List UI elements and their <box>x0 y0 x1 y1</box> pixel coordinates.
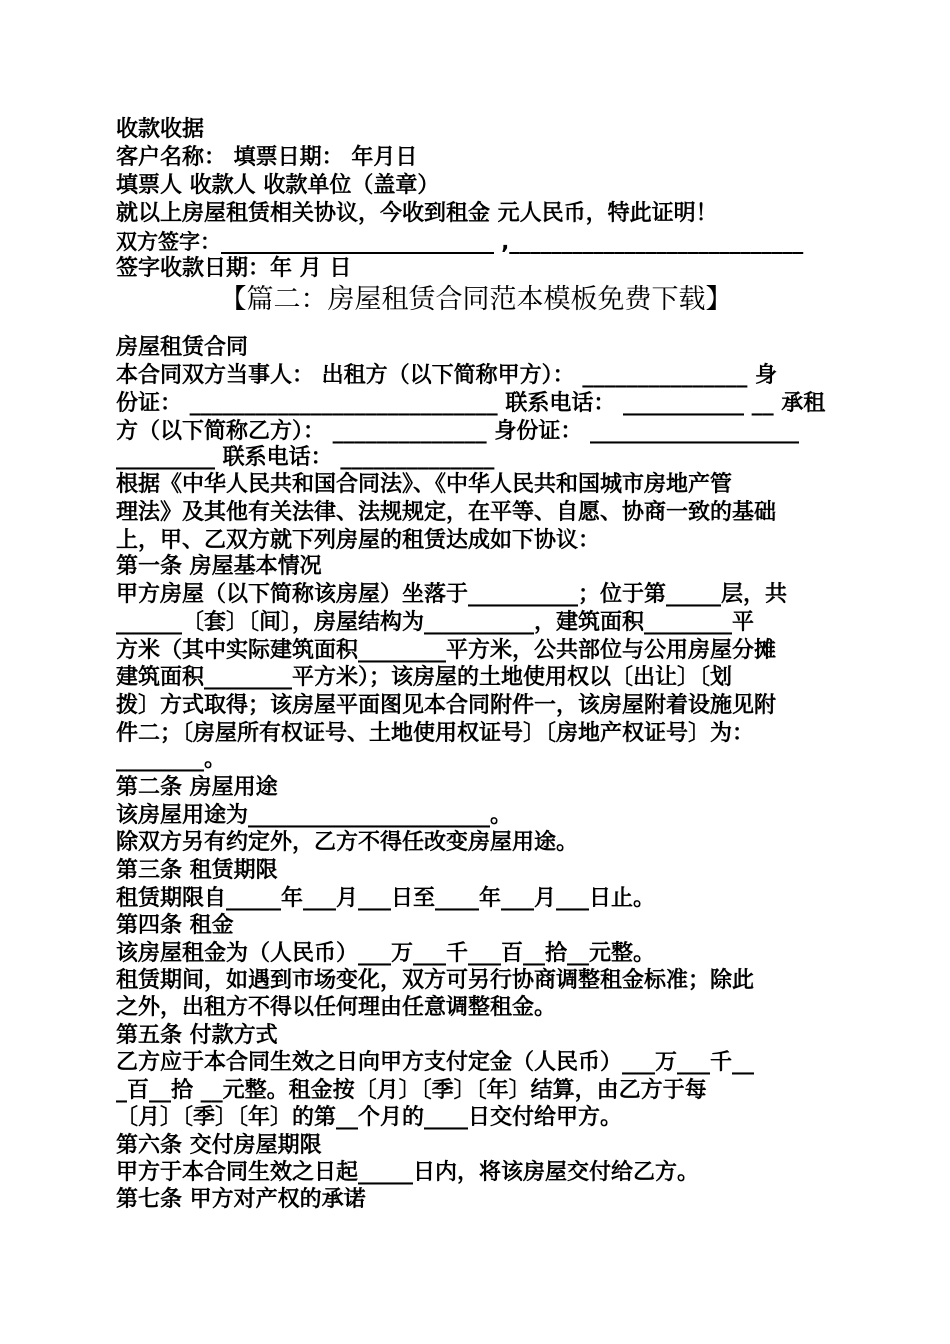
article-heading: 第七条 甲方对产权的承诺 <box>116 1187 366 1212</box>
receipt-title: 收款收据 <box>116 117 205 142</box>
contract-line: 甲方于本合同生效之日起_____日内，将该房屋交付给乙方。 <box>116 1160 700 1185</box>
contract-line: 〔月〕〔季〕〔年〕的第__个月的____日交付给甲方。 <box>116 1105 623 1130</box>
contract-line: 份证： ____________________________ 联系电话： ___________ __ 承租 <box>116 391 826 416</box>
receipt-sign-date: 签字收款日期：年 月 日 <box>116 256 352 281</box>
contract-line: 理法》及其他有关法律、法规规定，在平等、自愿、协商一致的基础 <box>116 500 777 525</box>
contract-line: 方（以下简称乙方）： ______________ 身份证： ___________________ <box>116 419 799 444</box>
contract-line: 之外，出租方不得以任何理由任意调整租金。 <box>116 995 557 1020</box>
contract-line: 该房屋租金为（人民币）___万___千___百__拾__元整。 <box>116 941 656 966</box>
contract-line: 除双方另有约定外，乙方不得任改变房屋用途。 <box>116 830 579 855</box>
contract-title: 房屋租赁合同 <box>116 335 249 360</box>
article-heading: 第四条 租金 <box>116 913 234 938</box>
contract-line: 租赁期限自_____年___月___日至____年___月___日止。 <box>116 886 656 911</box>
contract-line: 上，甲、乙双方就下列房屋的租赁达成如下协议： <box>116 528 601 553</box>
contract-line: 租赁期间，如遇到市场变化，双方可另行协商调整租金标准；除此 <box>116 968 755 993</box>
receipt-statement: 就以上房屋租赁相关协议，今收到租金 元人民币，特此证明！ <box>116 201 718 226</box>
article-heading: 第六条 交付房屋期限 <box>116 1133 322 1158</box>
receipt-customer-line: 客户名称： 填票日期： 年月日 <box>116 145 418 170</box>
contract-line: 方米（其中实际建筑面积________平方米，公共部位与公用房屋分摊 <box>116 638 777 663</box>
receipt-signature-line: 双方签字：__________________________ ,____________________________ <box>116 230 804 254</box>
article-heading: 第一条 房屋基本情况 <box>116 554 322 579</box>
section-subheading: 【篇二：房屋租赁合同范本模板免费下载】 <box>219 284 733 315</box>
article-heading: 第三条 租赁期限 <box>116 858 278 883</box>
contract-line: 根据《中华人民共和国合同法》、《中华人民共和国城市房地产管 <box>116 472 733 497</box>
contract-line: 建筑面积________平方米）；该房屋的土地使用权以〔出让〕〔划 <box>116 665 733 690</box>
contract-line: 该房屋用途为______________________。 <box>116 803 513 828</box>
contract-line: _________ 联系电话： ______________ <box>116 445 495 470</box>
contract-line: ______〔套〕〔间〕，房屋结构为__________，建筑面积________平 <box>116 610 755 635</box>
contract-line: _百__拾 __元整。租金按〔月〕〔季〕〔年〕结算，由乙方于每 <box>116 1078 707 1103</box>
receipt-signers-line: 填票人 收款人 收款单位（盖章） <box>116 173 440 198</box>
contract-line: 甲方房屋（以下简称该房屋）坐落于__________；位于第_____层，共 <box>116 582 788 607</box>
contract-line: 件二；〔房屋所有权证号、土地使用权证号〕〔房地产权证号〕为： <box>116 721 755 746</box>
contract-line: ________。 <box>116 747 227 772</box>
article-heading: 第五条 付款方式 <box>116 1023 278 1048</box>
contract-line: 乙方应于本合同生效之日向甲方支付定金（人民币）___万___千__ <box>116 1050 755 1075</box>
article-heading: 第二条 房屋用途 <box>116 775 278 800</box>
contract-line: 拨〕方式取得；该房屋平面图见本合同附件一，该房屋附着设施见附 <box>116 693 777 718</box>
contract-line: 本合同双方当事人： 出租方（以下简称甲方）： _______________ 身 <box>116 363 777 388</box>
